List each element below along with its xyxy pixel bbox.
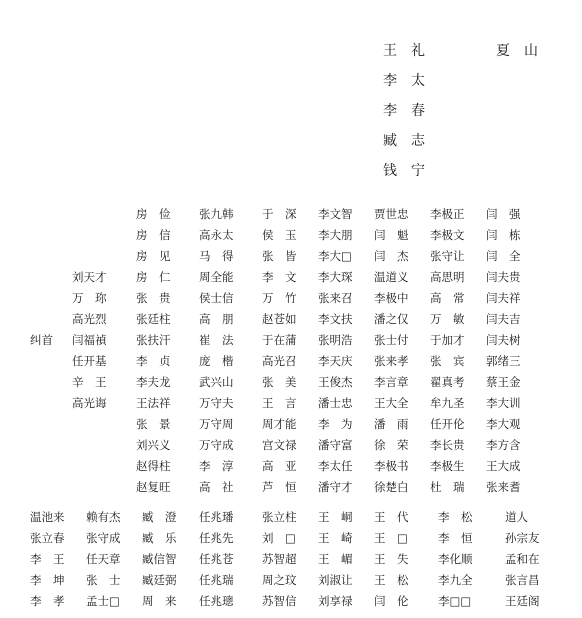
name-cell: 张 宾 [430,354,465,368]
top-name-2: 李 太 [383,73,425,89]
name-cell: 闫夫吉 [486,312,521,326]
name-cell: 苏智信 [262,594,297,608]
name-cell: 高 常 [430,291,465,305]
name-cell: 万 珎 [72,291,107,305]
name-cell: 刘天才 [72,270,107,284]
name-cell: 周之玟 [262,573,297,587]
name-cell: 高永太 [199,228,234,242]
name-cell: 任开基 [72,354,107,368]
name-cell: 张立柱 [262,510,297,524]
name-cell: 李 坤 [30,573,65,587]
name-cell: 张 士 [86,573,121,587]
name-cell: 李极正 [430,207,465,221]
name-cell: 张守成 [86,531,121,545]
name-cell: 房 仁 [136,270,171,284]
name-cell: 臧 澄 [142,510,177,524]
name-cell: 万 竹 [262,291,297,305]
name-cell: 闫 魁 [374,228,409,242]
donor-row [0,228,582,242]
name-cell: 高光烈 [72,312,107,326]
name-cell: 赵复旺 [136,480,171,494]
name-cell: 李九全 [438,573,473,587]
name-cell: 闫夫祥 [486,291,521,305]
name-cell: 李长贵 [430,438,465,452]
name-cell: 周才能 [262,417,297,431]
donor-row [0,459,582,473]
name-cell: 任兆苍 [199,552,234,566]
top-name-1: 王 礼 [383,43,425,59]
name-cell: 刘享禄 [318,594,353,608]
name-cell: 闫 栋 [486,228,521,242]
name-cell: 李大朋 [318,228,353,242]
donor-row [0,594,582,608]
name-cell: 潘士忠 [318,396,353,410]
name-cell: 蔡王金 [486,375,521,389]
name-cell: 李 松 [438,510,473,524]
name-cell: 李 贞 [136,354,171,368]
name-cell: 张守让 [430,249,465,263]
name-cell: 李极中 [374,291,409,305]
name-cell: 任兆璁 [199,594,234,608]
name-cell: 张 景 [136,417,171,431]
name-cell: 温道义 [374,270,409,284]
name-cell: 万守夫 [199,396,234,410]
name-cell: 于 深 [262,207,297,221]
name-cell: 王 松 [374,573,409,587]
name-cell: 张 皆 [262,249,297,263]
name-cell: 周 来 [142,594,177,608]
name-cell: 翟真考 [430,375,465,389]
name-cell: 闫 伦 [374,594,409,608]
name-cell: 王法祥 [136,396,171,410]
name-cell: 李化顺 [438,552,473,566]
name-cell: 张明浩 [318,333,353,347]
name-cell: 赵苍如 [262,312,297,326]
name-cell: 张立春 [30,531,65,545]
name-cell: 任兆先 [199,531,234,545]
name-cell: 张九韩 [199,207,234,221]
name-cell: 宫文禄 [262,438,297,452]
name-cell: 崔 法 [199,333,234,347]
name-cell: 李言章 [374,375,409,389]
name-cell: 王廷阁 [505,594,540,608]
name-cell: 李极书 [374,459,409,473]
donor-row [0,333,582,347]
name-cell: 孟和在 [505,552,540,566]
name-cell: 臧廷弼 [142,573,177,587]
name-cell: 李文智 [318,207,353,221]
name-cell: 李极文 [430,228,465,242]
name-cell: 芦 恒 [262,480,297,494]
name-cell: 闫 强 [486,207,521,221]
name-cell: 高 朋 [199,312,234,326]
name-cell: 侯 玉 [262,228,297,242]
name-cell: 侯士信 [199,291,234,305]
name-cell: 牟九圣 [430,396,465,410]
name-cell: 王 崎 [318,531,353,545]
name-cell: 任兆瑞 [199,573,234,587]
name-cell: 李 恒 [438,531,473,545]
name-cell: 道人 [505,510,528,524]
name-cell: 王大成 [486,459,521,473]
donor-row [0,354,582,368]
donor-row [0,207,582,221]
top-name-3: 李 春 [383,103,425,119]
donor-row [0,438,582,452]
name-cell: 万守成 [199,438,234,452]
name-cell: 温池来 [30,510,65,524]
name-cell: 赵得柱 [136,459,171,473]
name-cell: 刘兴义 [136,438,171,452]
name-cell: 潘 雨 [374,417,409,431]
name-cell: 王 □ [374,531,408,545]
name-cell: 张 贵 [136,291,171,305]
name-cell: 马 得 [199,249,234,263]
donor-row [0,417,582,431]
name-cell: 郭绪三 [486,354,521,368]
donor-row [0,291,582,305]
donor-row [0,312,582,326]
name-cell: 闫夫贵 [486,270,521,284]
name-cell: 苏智超 [262,552,297,566]
name-cell: 孙宗友 [505,531,540,545]
name-cell: 王 嵋 [318,552,353,566]
name-cell: 李大观 [486,417,521,431]
name-cell: 张扶汗 [136,333,171,347]
name-cell: 闫福禎 [72,333,107,347]
name-cell: 臧 乐 [142,531,177,545]
name-cell: 张来孝 [374,354,409,368]
name-cell: 王 言 [262,396,297,410]
name-cell: 任天章 [86,552,121,566]
name-cell: 于加才 [430,333,465,347]
name-cell: 李大训 [486,396,521,410]
name-cell: 张来召 [318,291,353,305]
donor-row [0,531,582,545]
name-cell: 徐 荣 [374,438,409,452]
name-cell: 臧信智 [142,552,177,566]
name-cell: 刘淑让 [318,573,353,587]
donor-row [0,249,582,263]
name-cell: 高 亚 [262,459,297,473]
name-cell: 李大琛 [318,270,353,284]
name-cell: 房 见 [136,249,171,263]
name-cell: 李天庆 [318,354,353,368]
name-cell: 高光召 [262,354,297,368]
name-cell: 李文扶 [318,312,353,326]
name-cell: 任开伦 [430,417,465,431]
donor-row [0,375,582,389]
name-cell: 潘守才 [318,480,353,494]
top-name-4: 臧 志 [383,133,425,149]
name-cell: 闫 全 [486,249,521,263]
top-name-5: 钱 宁 [383,163,425,179]
name-cell: 李 文 [262,270,297,284]
name-cell: 王 失 [374,552,409,566]
name-cell: 刘 □ [262,531,296,545]
name-cell: 张言昌 [505,573,540,587]
name-cell: 于在蒲 [262,333,297,347]
name-cell: 李 王 [30,552,65,566]
name-cell: 李夫龙 [136,375,171,389]
name-cell: 李大□ [318,249,352,263]
name-cell: 万守周 [199,417,234,431]
name-cell: 潘之仅 [374,312,409,326]
name-cell: 任兆璠 [199,510,234,524]
donor-row [0,480,582,494]
name-cell: 李 为 [318,417,353,431]
name-cell: 纠首 [30,333,53,347]
name-cell: 徐楚白 [374,480,409,494]
name-cell: 高思明 [430,270,465,284]
name-cell: 王大全 [374,396,409,410]
donor-row [0,510,582,524]
top-place-name: 夏 山 [496,43,538,59]
name-cell: 高 社 [199,480,234,494]
name-cell: 潘守富 [318,438,353,452]
name-cell: 万 敏 [430,312,465,326]
name-cell: 赖有杰 [86,510,121,524]
name-cell: 王 代 [374,510,409,524]
donor-row [0,270,582,284]
name-cell: 闫夫树 [486,333,521,347]
name-cell: 张来耆 [486,480,521,494]
name-cell: 张士付 [374,333,409,347]
name-cell: 周全能 [199,270,234,284]
name-cell: 张 美 [262,375,297,389]
name-cell: 李太任 [318,459,353,473]
name-cell: 高光诲 [72,396,107,410]
name-cell: 李方含 [486,438,521,452]
donor-row [0,396,582,410]
name-cell: 王 峒 [318,510,353,524]
name-cell: 李 淳 [199,459,234,473]
donor-row [0,552,582,566]
name-cell: 孟士□ [86,594,120,608]
name-cell: 李极生 [430,459,465,473]
name-cell: 武兴山 [199,375,234,389]
name-cell: 王俊杰 [318,375,353,389]
name-cell: 张廷柱 [136,312,171,326]
name-cell: 闫 杰 [374,249,409,263]
name-cell: 庞 楷 [199,354,234,368]
name-cell: 房 俭 [136,207,171,221]
name-cell: 杜 瑞 [430,480,465,494]
name-cell: 辛 王 [72,375,107,389]
donor-row [0,573,582,587]
name-cell: 房 信 [136,228,171,242]
name-cell: 贾世忠 [374,207,409,221]
name-cell: 李□□ [438,594,472,608]
name-cell: 李 孝 [30,594,65,608]
